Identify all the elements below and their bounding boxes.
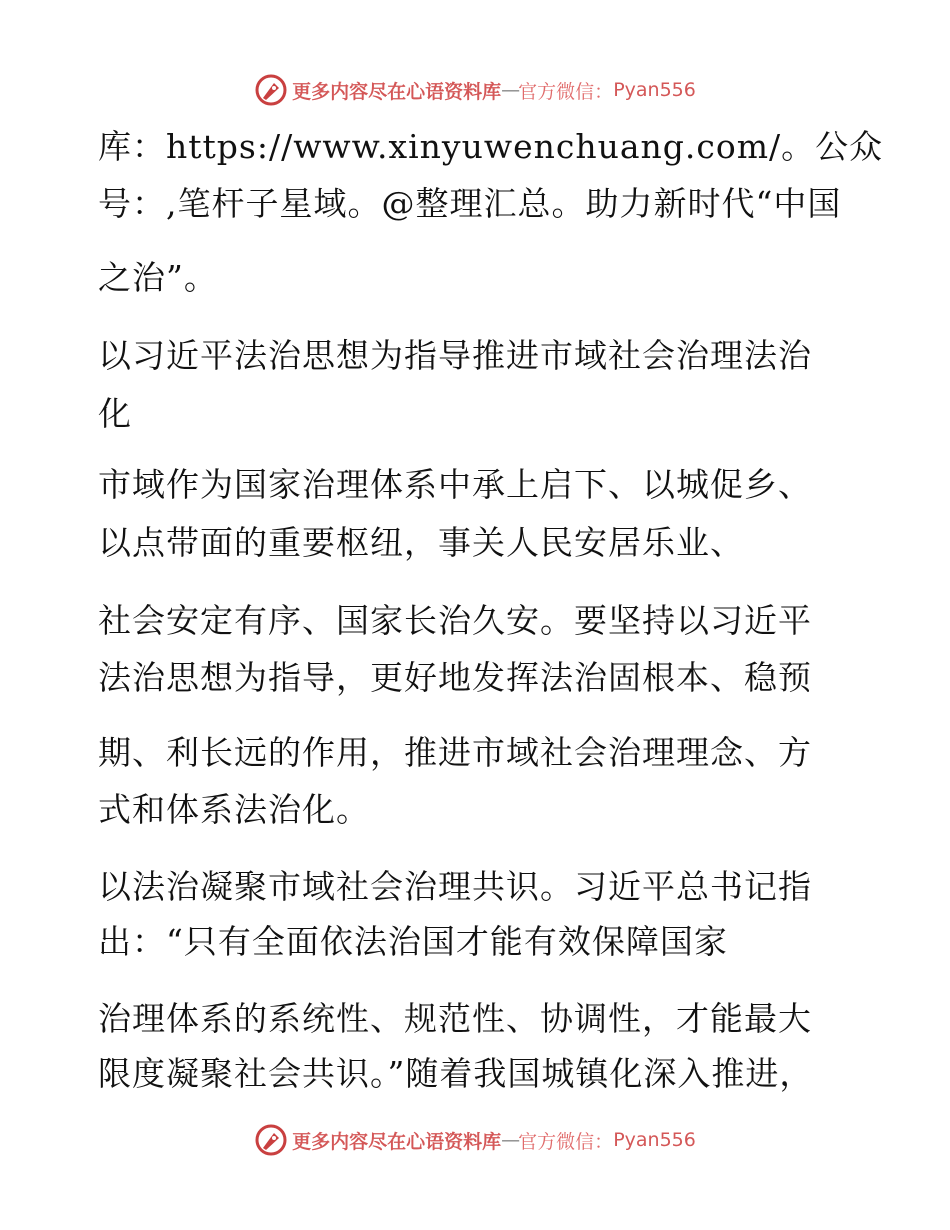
text-line-11: 式和体系法治化。 — [98, 790, 370, 829]
text-line-8: 社会安定有序、国家长治久安。要坚持以习近平 — [98, 601, 812, 640]
banner-main-text: 更多内容尽在心语资料库 — [292, 1130, 502, 1153]
text-line-10: 期、利长远的作用，推进市域社会治理理念、方 — [98, 733, 812, 772]
text-line-13: 出：“只有全面依法治国才能有效保障国家 — [98, 922, 728, 961]
fountain-pen-nib-icon — [254, 73, 288, 107]
footer-banner — [0, 1120, 950, 1160]
banner-dash: — — [501, 1129, 519, 1151]
text-line-2: 号：,笔杆子星域。@整理汇总。助力新时代“中国 — [98, 184, 842, 223]
text-line-7: 以点带面的重要枢纽，事关人民安居乐业、 — [98, 523, 744, 562]
fountain-pen-nib-icon — [254, 1123, 288, 1157]
banner-wechat-label: 官方微信： — [518, 80, 614, 103]
text-line-3: 之治”。 — [98, 258, 218, 297]
banner-dash: — — [501, 79, 519, 101]
text-line-1: 库：https://www.xinyuwenchuang.com/。公众 — [98, 127, 884, 166]
text-line-4: 以习近平法治思想为指导推进市域社会治理法治 — [98, 336, 812, 375]
banner-wechat-label: 官方微信： — [518, 1130, 614, 1153]
banner-wechat-id: Pyan556 — [613, 1129, 696, 1151]
text-line-6: 市域作为国家治理体系中承上启下、以城促乡、 — [98, 465, 812, 504]
header-banner — [0, 70, 950, 110]
text-line-15: 限度凝聚社会共识。”随着我国城镇化深入推进， — [98, 1054, 814, 1093]
text-line-5: 化 — [98, 394, 132, 433]
text-line-12: 以法治凝聚市域社会治理共识。习近平总书记指 — [98, 867, 812, 906]
banner-wechat-id: Pyan556 — [613, 79, 696, 101]
text-line-14: 治理体系的系统性、规范性、协调性，才能最大 — [98, 999, 812, 1038]
text-line-9: 法治思想为指导，更好地发挥法治固根本、稳预 — [98, 658, 812, 697]
banner-main-text: 更多内容尽在心语资料库 — [292, 80, 502, 103]
